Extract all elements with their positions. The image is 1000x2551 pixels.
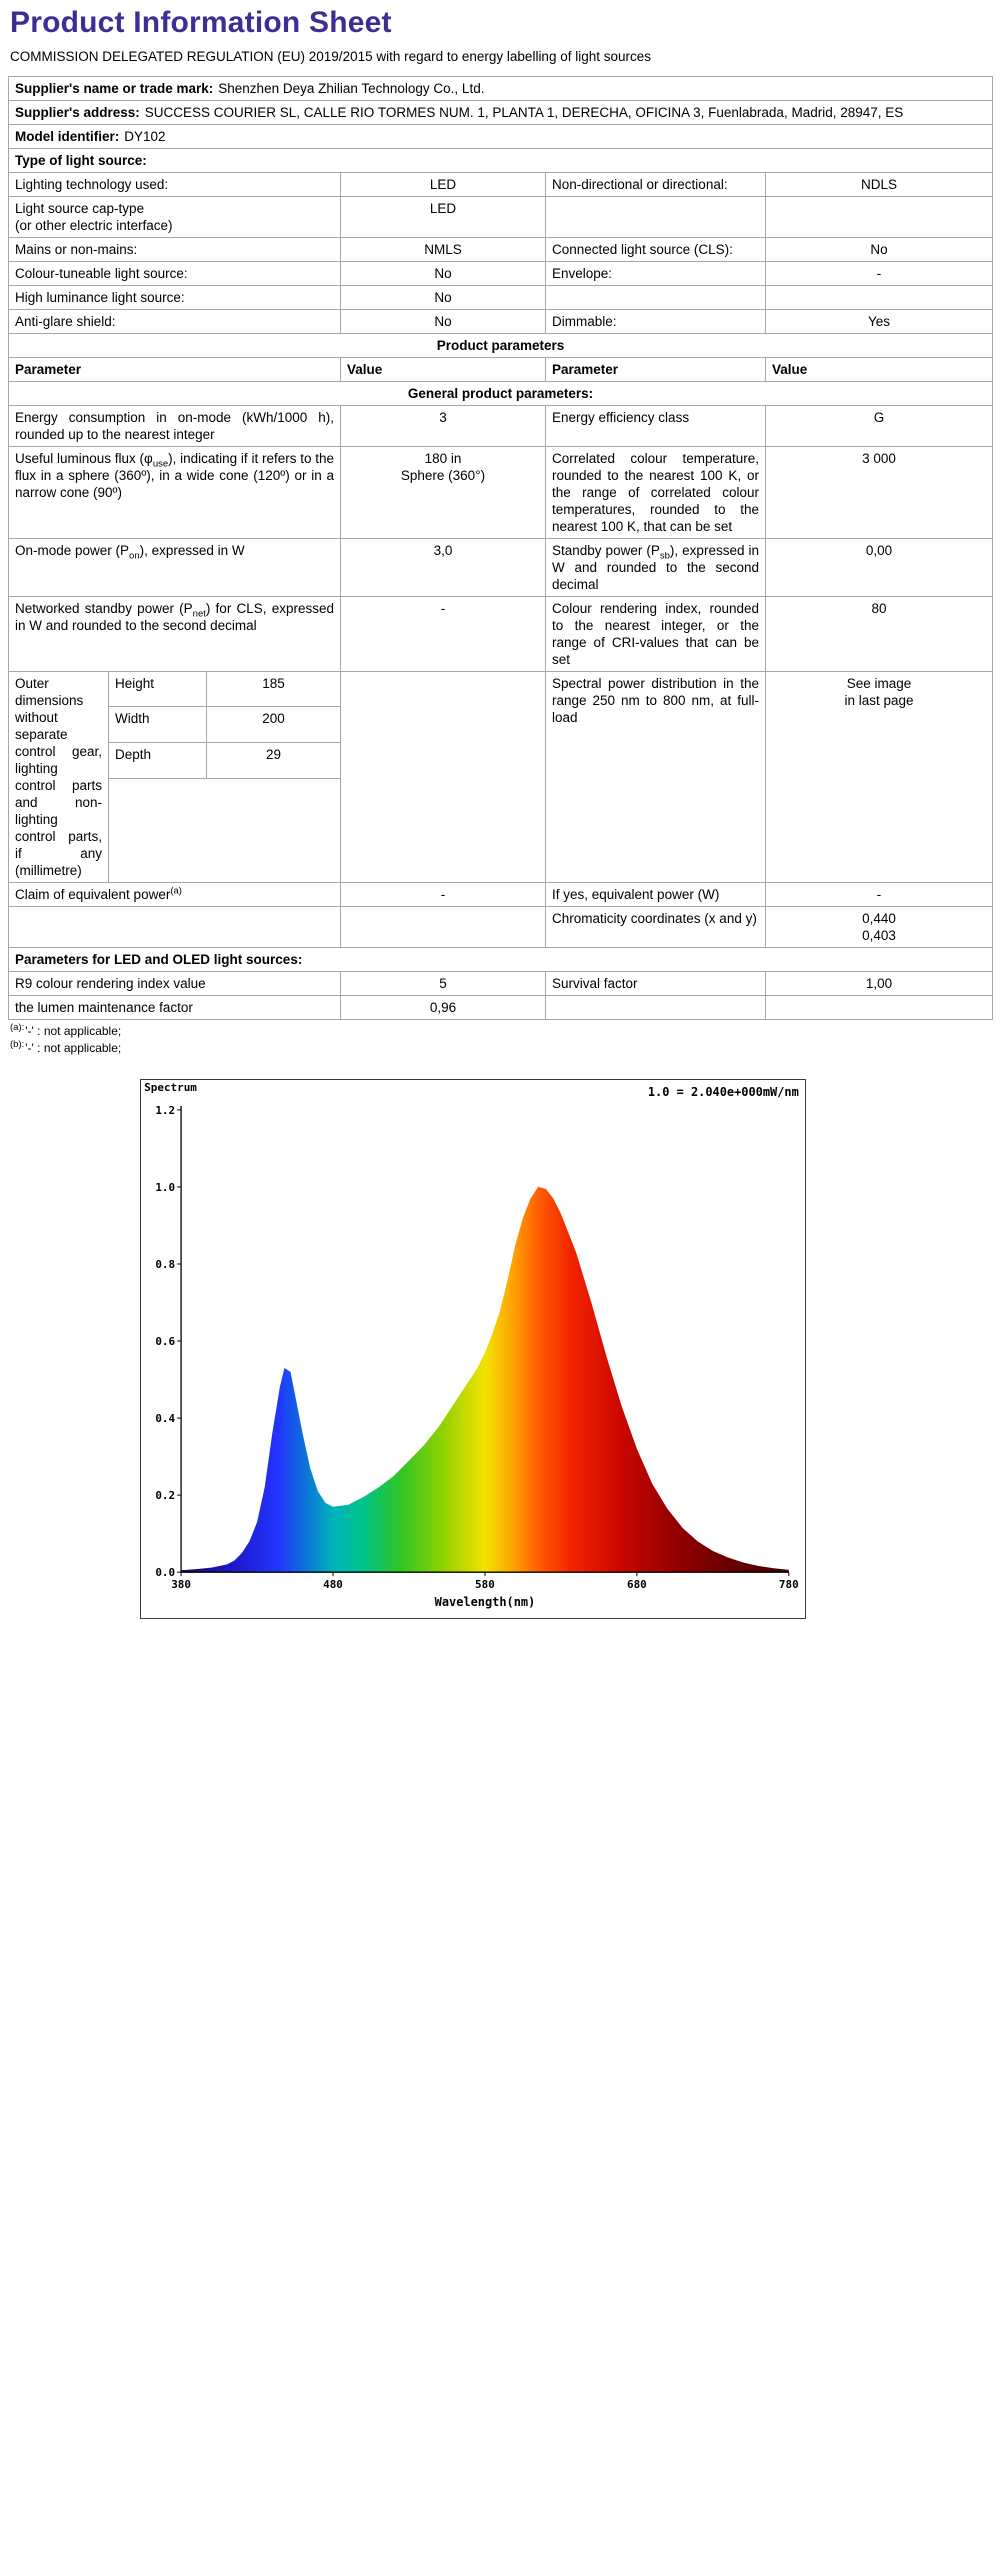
cap-type-line2: (or other electric interface) (15, 217, 173, 233)
param-high-luminance: High luminance light source: (9, 285, 341, 309)
table-row (9, 357, 993, 381)
param-mains: Mains or non-mains: (9, 237, 341, 261)
empty-cell (766, 285, 993, 309)
table-row (9, 995, 993, 1019)
table-row (9, 261, 993, 285)
param-dimmable: Dimmable: (546, 309, 766, 333)
empty-cell (546, 196, 766, 237)
product-info-table (8, 76, 993, 1020)
table-row (9, 381, 993, 405)
table-row (9, 947, 993, 971)
footnote-a-text: '-' : not applicable; (25, 1023, 122, 1038)
param-directionality: Non-directional or directional: (546, 172, 766, 196)
param-correlated-colour-temperature: Correlated colour temperature, rounded to the nearest 100 K, or the range of correlated colour temperatures, rounded to the nearest 100 K, that can be set (546, 446, 766, 538)
value-envelope: - (766, 261, 993, 285)
svg-text:680: 680 (627, 1577, 647, 1591)
footnote-a-marker: (a): (10, 1021, 25, 1033)
column-header-value-1: Value (341, 357, 546, 381)
value-directionality: NDLS (766, 172, 993, 196)
value-correlated-colour-temperature: 3 000 (766, 446, 993, 538)
param-lighting-technology: Lighting technology used: (9, 172, 341, 196)
svg-text:Wavelength(nm): Wavelength(nm) (434, 1594, 536, 1609)
model-identifier-label: Model identifier: (15, 128, 120, 144)
value-lighting-technology: LED (341, 172, 546, 196)
table-row (9, 124, 993, 148)
table-row (9, 596, 993, 671)
value-high-luminance: No (341, 285, 546, 309)
svg-text:Spectrum: Spectrum (144, 1080, 197, 1094)
value-anti-glare: No (341, 309, 546, 333)
value-on-mode-power: 3,0 (341, 538, 546, 596)
value-energy-efficiency-class: G (766, 405, 993, 446)
param-if-yes-equivalent-power: If yes, equivalent power (W) (546, 882, 766, 906)
param-energy-consumption: Energy consumption in on-mode (kWh/1000 h), rounded up to the nearest integer (9, 405, 341, 446)
param-survival-factor: Survival factor (546, 971, 766, 995)
svg-text:0.6: 0.6 (155, 1334, 176, 1348)
supplier-name-label: Supplier's name or trade mark: (15, 80, 214, 96)
table-row (9, 971, 993, 995)
table-row (9, 309, 993, 333)
footnotes (10, 1021, 992, 1055)
param-on-mode-power: On-mode power $(P_{on})$, expressed in W (9, 538, 341, 596)
footnote-b-marker: (b): (10, 1038, 25, 1050)
footnote-b-text: '-' : not applicable; (25, 1040, 122, 1055)
table-row (9, 405, 993, 446)
dimension-name-width: Width (109, 707, 207, 743)
spectral-power-distribution-figure (140, 1079, 992, 1619)
value-chromaticity-coordinates: 0,440 0,403 (766, 906, 993, 947)
regulation-subtitle: COMMISSION DELEGATED REGULATION (EU) 2019/2015 with regard to energy labelling of light sources (10, 49, 651, 64)
empty-cell (766, 196, 993, 237)
table-row (9, 76, 993, 100)
svg-text:1.0 = 2.040e+000mW/nm: 1.0 = 2.040e+000mW/nm (647, 1084, 799, 1099)
value-colour-tuneable: No (341, 261, 546, 285)
value-energy-consumption: 3 (341, 405, 546, 446)
param-spectral-power-distribution: Spectral power distribution in the range 250 nm to 800 nm, at full-load (546, 671, 766, 882)
table-row (9, 148, 993, 172)
table-row (9, 237, 993, 261)
table-row (9, 333, 993, 357)
empty-cell (109, 778, 341, 882)
dimension-name-depth: Depth (109, 742, 207, 778)
supplier-address-row (9, 100, 993, 124)
empty-cell (9, 906, 341, 947)
led-oled-parameters-header: Parameters for LED and OLED light sources: (9, 947, 993, 971)
table-row (9, 172, 993, 196)
value-if-yes-equivalent-power: - (766, 882, 993, 906)
empty-cell (341, 906, 546, 947)
svg-text:1.0: 1.0 (155, 1180, 176, 1194)
column-header-value-2: Value (766, 357, 993, 381)
value-networked-standby-power: - (341, 596, 546, 671)
param-outer-dimensions: Outer dimensions without separate control gear, lighting control parts and non-lighting control parts, if any (millimetre) (9, 671, 109, 882)
param-standby-power: Standby power $(P_{sb})$, expressed in W and rounded to the second decimal (546, 538, 766, 596)
empty-cell (546, 995, 766, 1019)
param-envelope: Envelope: (546, 261, 766, 285)
param-cap-type (9, 196, 341, 237)
param-anti-glare: Anti-glare shield: (9, 309, 341, 333)
value-useful-luminous-flux: 180 in Sphere (360°) (341, 446, 546, 538)
value-claim-equivalent-power: - (341, 882, 546, 906)
supplier-name-row (9, 76, 993, 100)
footnote-a (10, 1021, 992, 1038)
empty-cell (766, 995, 993, 1019)
svg-text:380: 380 (171, 1577, 191, 1591)
svg-text:0.4: 0.4 (155, 1411, 176, 1425)
table-row (9, 906, 993, 947)
svg-text:0.8: 0.8 (155, 1257, 176, 1271)
spectrum-chart (140, 1079, 806, 1619)
column-header-parameter-1: Parameter (9, 357, 341, 381)
table-row (9, 100, 993, 124)
param-useful-luminous-flux: Useful luminous flux $(\varphi_{use})$, indicating if it refers to the flux in a sphere (360º), in a wide cone (120º) or in a narrow cone (90º) (9, 446, 341, 538)
param-connected-light-source: Connected light source (CLS): (546, 237, 766, 261)
table-row (9, 196, 993, 237)
param-lumen-maintenance-factor: the lumen maintenance factor (9, 995, 341, 1019)
param-networked-standby-power: Networked standby power $(P_{net})$ for CLS, expressed in W and rounded to the second decimal (9, 596, 341, 671)
column-header-parameter-2: Parameter (546, 357, 766, 381)
svg-text:480: 480 (323, 1577, 343, 1591)
product-parameters-header: Product parameters (9, 333, 993, 357)
dimension-value-width: 200 (207, 707, 341, 743)
general-product-parameters-header: General product parameters: (9, 381, 993, 405)
table-row (9, 446, 993, 538)
model-identifier-value: DY102 (124, 128, 166, 144)
cap-type-line1: Light source cap-type (15, 200, 145, 216)
value-colour-rendering-index: 80 (766, 596, 993, 671)
value-survival-factor: 1,00 (766, 971, 993, 995)
table-row (9, 538, 993, 596)
table-row (9, 882, 993, 906)
svg-text:1.2: 1.2 (155, 1103, 176, 1117)
svg-text:0.0: 0.0 (155, 1565, 176, 1579)
param-colour-rendering-index: Colour rendering index, rounded to the nearest integer, or the range of CRI-values that can be set (546, 596, 766, 671)
value-r9-colour-rendering: 5 (341, 971, 546, 995)
dimension-value-depth: 29 (207, 742, 341, 778)
dimension-name-height: Height (109, 671, 207, 707)
param-r9-colour-rendering: R9 colour rendering index value (9, 971, 341, 995)
value-spectral-power-distribution: See image in last page (766, 671, 993, 882)
value-dimmable: Yes (766, 309, 993, 333)
param-energy-efficiency-class: Energy efficiency class (546, 405, 766, 446)
footnote-b (10, 1038, 992, 1055)
dimension-value-height: 185 (207, 671, 341, 707)
model-identifier-row (9, 124, 993, 148)
param-colour-tuneable: Colour-tuneable light source: (9, 261, 341, 285)
table-row (9, 285, 993, 309)
table-row (9, 671, 993, 707)
type-of-light-source-header: Type of light source: (9, 148, 993, 172)
value-cap-type: LED (341, 196, 546, 237)
value-lumen-maintenance-factor: 0,96 (341, 995, 546, 1019)
supplier-address-value: SUCCESS COURIER SL, CALLE RIO TORMES NUM. 1, PLANTA 1, DERECHA, OFICINA 3, Fuenlabrada, Madrid, 28947, ES (144, 104, 904, 120)
param-chromaticity-coordinates: Chromaticity coordinates (x and y) (546, 906, 766, 947)
svg-text:780: 780 (778, 1577, 799, 1591)
value-connected-light-source: No (766, 237, 993, 261)
svg-text:0.2: 0.2 (155, 1488, 176, 1502)
param-claim-equivalent-power: Claim of equivalent power$^{(a)}$ (9, 882, 341, 906)
value-standby-power: 0,00 (766, 538, 993, 596)
svg-text:580: 580 (475, 1577, 495, 1591)
page-title: Product Information Sheet (10, 6, 392, 39)
empty-cell (546, 285, 766, 309)
supplier-name-value: Shenzhen Deya Zhilian Technology Co., Ltd. (218, 80, 485, 96)
supplier-address-label: Supplier's address: (15, 104, 140, 120)
value-mains: NMLS (341, 237, 546, 261)
empty-cell (341, 671, 546, 882)
